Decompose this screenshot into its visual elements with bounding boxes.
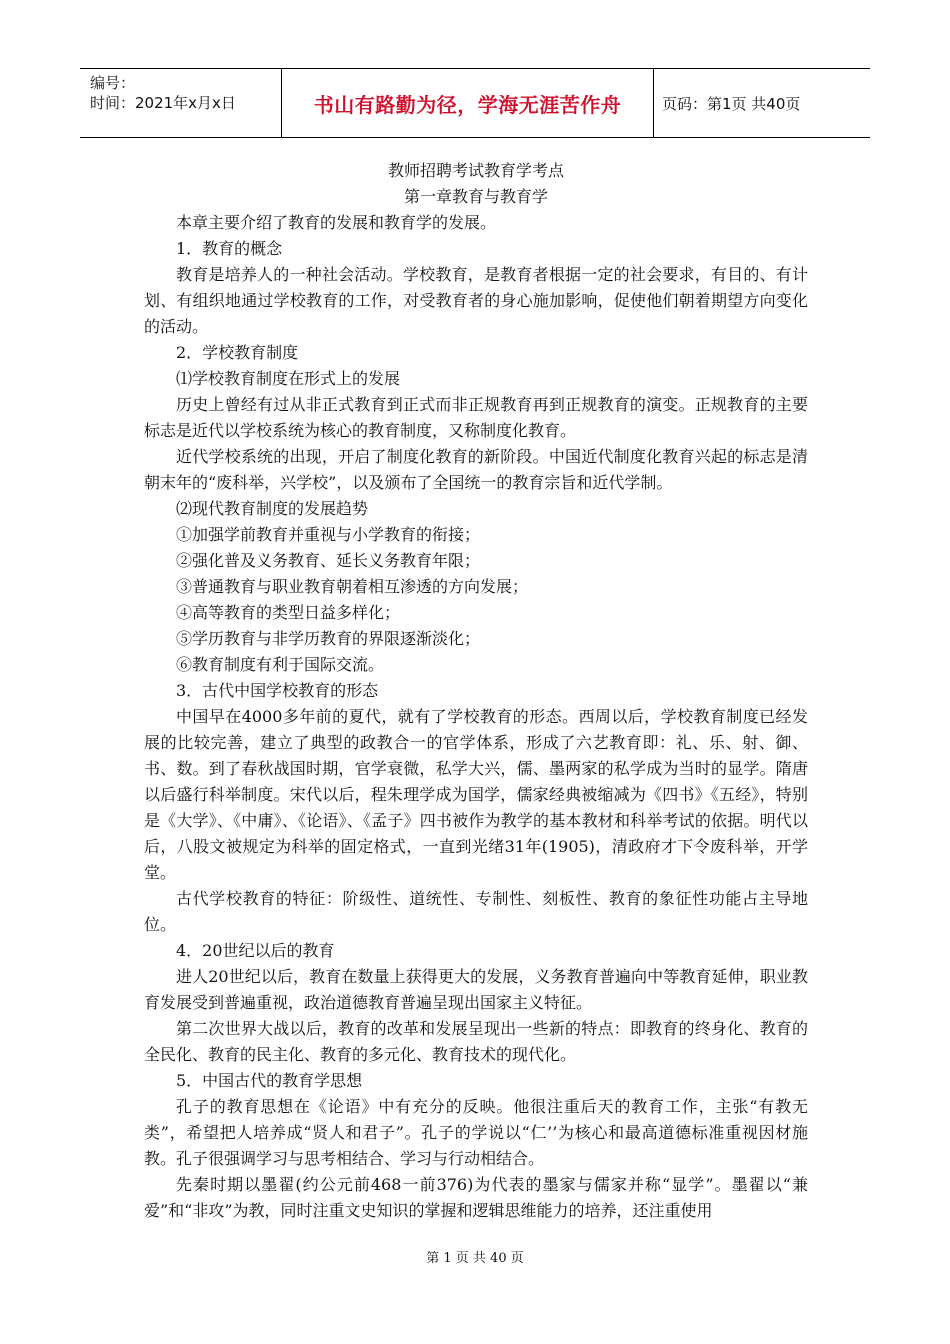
number-label: 编号： bbox=[90, 74, 136, 92]
doc-title: 教师招聘考试教育学考点 bbox=[387, 161, 564, 180]
section-heading: 4．20世纪以后的教育 bbox=[176, 941, 335, 960]
paragraph: 教育是培养人的一种社会活动。学校教育，是教育者根据一定的社会要求，有目的、有计划、有组织地通过学校教育的工作，对受教育者的身心施加影响，促使他们朝着期望方向变化的活动。 bbox=[144, 265, 808, 336]
paragraph: 第二次世界大战以后，教育的改革和发展呈现出一些新的特点：即教育的终身化、教育的全民化、教育的民主化、教育的多元化、教育技术的现代化。 bbox=[144, 1019, 808, 1064]
page-footer: 第 1 页 共 40 页 bbox=[426, 1251, 524, 1266]
paragraph: 先秦时期以墨翟(约公元前468一前376)为代表的墨家与儒家并称“显学”。墨翟以“兼爱”和“非攻”为教，同时注重文史知识的掌握和逻辑思维能力的培养，还注重使用 bbox=[144, 1175, 808, 1220]
section-heading: 2．学校教育制度 bbox=[176, 343, 299, 362]
section-heading: 5．中国古代的教育学思想 bbox=[176, 1071, 363, 1090]
time-label: 时间：2021年x月x日 bbox=[90, 94, 236, 112]
paragraph: 中国早在4000多年前的夏代，就有了学校教育的形态。西周以后，学校教育制度已经发展的比较完善，建立了典型的政教合一的官学体系，形成了六艺教育即：礼、乐、射、御、书、数。到了春秋战国时期，官学衰微，私学大兴，儒、墨两家的私学成为当时的显学。隋唐以后盛行科举制度。宋代以后，程朱理学成为国学，儒家经典被缩减为《四书》《五经》，特别是《大学》、《中庸》、《论语》、《孟子》四书被作为教学的基本教材和科举考试的依据。明代以后，八股文被规定为科举的固定格式，一直到光绪31年(1905)，清政府才下令废科举，开学堂。 bbox=[144, 707, 808, 882]
page-header bbox=[80, 68, 870, 138]
list-item: ⑥教育制度有利于国际交流。 bbox=[176, 655, 385, 674]
paragraph: 本章主要介绍了教育的发展和教育学的发展。 bbox=[176, 213, 497, 232]
header-info bbox=[80, 69, 282, 137]
section-heading: 1．教育的概念 bbox=[176, 239, 283, 258]
chapter-title: 第一章教育与教育学 bbox=[403, 187, 548, 206]
paragraph: 古代学校教育的特征：阶级性、道统性、专制性、刻板性、教育的象征性功能占主导地位。 bbox=[144, 889, 808, 934]
paragraph: 进人20世纪以后，教育在数量上获得更大的发展，义务教育普遍向中等教育延伸，职业教育发展受到普遍重视，政治道德教育普遍呈现出国家主义特征。 bbox=[144, 967, 808, 1012]
subsection-heading: ⑴学校教育制度在形式上的发展 bbox=[176, 369, 401, 388]
page-info: 页码：第1页 共40页 bbox=[662, 94, 801, 113]
list-item: ④高等教育的类型日益多样化； bbox=[176, 603, 401, 622]
section-heading: 3．古代中国学校教育的形态 bbox=[176, 681, 379, 700]
paragraph: 历史上曾经有过从非正式教育到正式而非正规教育再到正规教育的演变。正规教育的主要标志是近代以学校系统为核心的教育制度，又称制度化教育。 bbox=[144, 395, 808, 440]
paragraph: 孔子的教育思想在《论语》中有充分的反映。他很注重后天的教育工作，主张“有教无类”，希望把人培养成“贤人和君子”。孔子的学说以“仁’’为核心和最高道德标准重视因材施教。孔子很强调学习与思考相结合、学习与行动相结合。 bbox=[144, 1097, 808, 1168]
list-item: ③普通教育与职业教育朝着相互渗透的方向发展； bbox=[176, 577, 529, 596]
motto: 书山有路勤为径，学海无涯苦作舟 bbox=[282, 69, 654, 137]
paragraph: 近代学校系统的出现，开启了制度化教育的新阶段。中国近代制度化教育兴起的标志是清朝末年的“废科举，兴学校”，以及颁布了全国统一的教育宗旨和近代学制。 bbox=[144, 447, 808, 492]
document-body bbox=[144, 158, 808, 1224]
list-item: ⑤学历教育与非学历教育的界限逐渐淡化； bbox=[176, 629, 481, 648]
subsection-heading: ⑵现代教育制度的发展趋势 bbox=[176, 499, 369, 518]
list-item: ②强化普及义务教育、延长义务教育年限； bbox=[176, 551, 481, 570]
list-item: ①加强学前教育并重视与小学教育的衔接； bbox=[176, 525, 481, 544]
